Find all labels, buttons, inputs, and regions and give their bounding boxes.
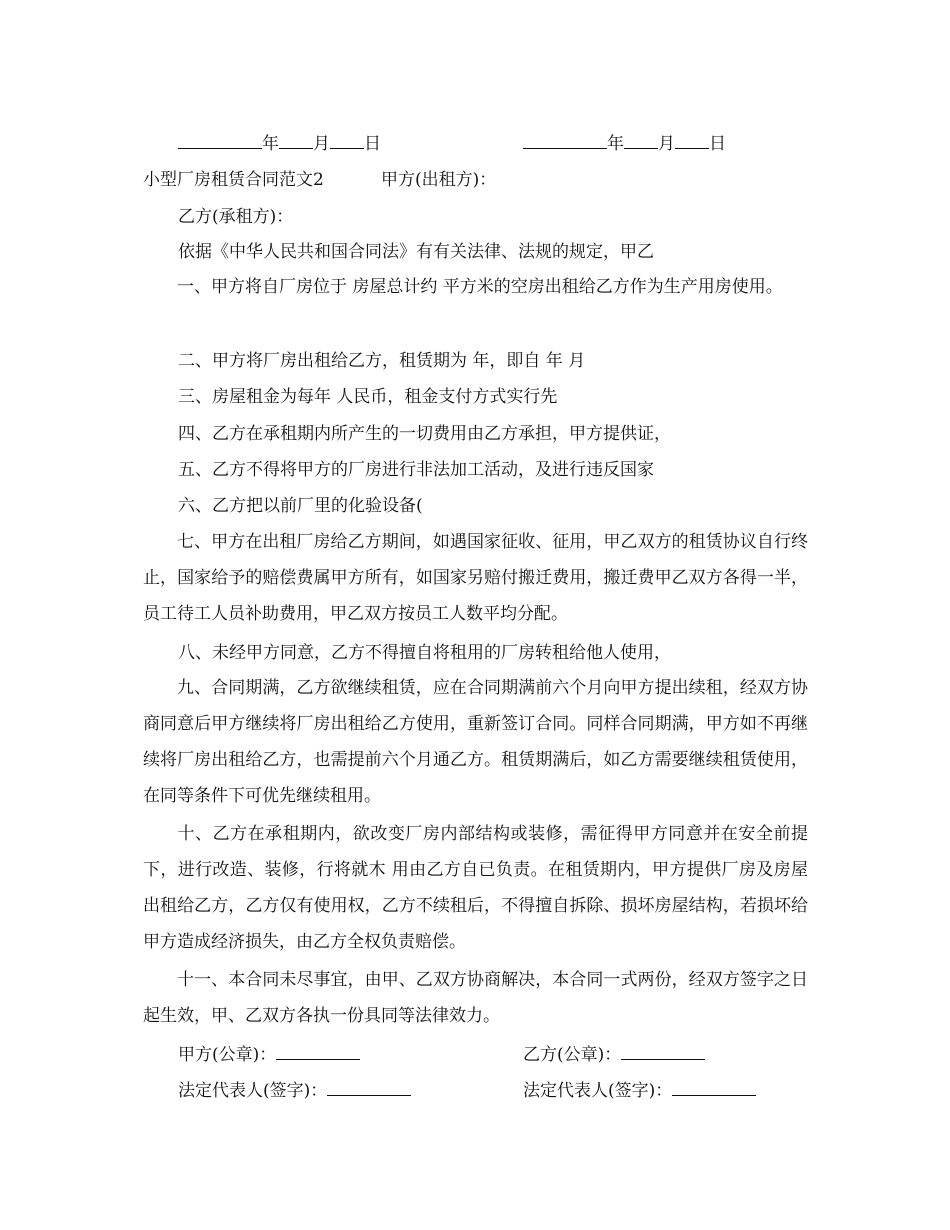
- party-a-seal: [178, 1042, 360, 1066]
- party-b-seal: [523, 1042, 705, 1066]
- clause-1: [143, 269, 808, 305]
- party-b-label: 乙方(承租方)：: [178, 207, 294, 227]
- date-left-month: 月: [313, 134, 330, 154]
- date-right-day: 日: [709, 134, 726, 154]
- clause-10: [143, 816, 808, 960]
- date-right: [523, 131, 726, 155]
- party-a-rep-blank: [327, 1078, 411, 1096]
- clause-6: 六、乙方把以前厂里的化验设备(: [178, 496, 423, 516]
- heading-title: 小型厂房租赁合同范文2: [143, 170, 324, 190]
- clause-4: 四、乙方在承租期内所产生的一切费用由乙方承担，甲方提供证，: [178, 424, 671, 444]
- clause-7-text: 七、甲方在出租厂房给乙方期间，如遇国家征收、征用，甲乙双方的租赁协议自行终止，国家给予的赔偿费属甲方所有，如国家另赔付搬迁费用，搬迁费甲乙双方各得一半，员工待工人员补助费用，甲乙双方按员工人数平均分配。: [143, 532, 808, 624]
- clause-11-text: 十一、本合同未尽事宜，由甲、乙双方协商解决，本合同一式两份，经双方签字之日起生效，甲、乙双方各执一份具同等法律效力。: [143, 970, 808, 1026]
- clause-2: 二、甲方将厂房出租给乙方，租赁期为 年，即自 年 月: [178, 351, 586, 371]
- clause-9: [143, 670, 808, 814]
- intro-text: 依据《中华人民共和国合同法》有有关法律、法规的规定，甲乙: [178, 242, 654, 262]
- date-right-day-blank: [675, 131, 709, 149]
- date-left-day-blank: [330, 131, 364, 149]
- date-right-month: 月: [658, 134, 675, 154]
- date-left-year: 年: [262, 134, 279, 154]
- clause-7: [143, 524, 808, 632]
- date-left: [178, 131, 381, 155]
- party-b-seal-label: 乙方(公章)：: [523, 1045, 622, 1065]
- date-left-day: 日: [364, 134, 381, 154]
- party-a-seal-blank: [276, 1042, 360, 1060]
- clause-9-text: 九、合同期满，乙方欲继续租赁，应在合同期满前六个月向甲方提出续租，经双方协商同意后甲方继续将厂房出租给乙方使用，重新签订合同。同样合同期满，甲方如不再继续将厂房出租给乙方，也需提前六个月通乙方。租赁期满后，如乙方需要继续租赁使用，在同等条件下可优先继续租用。: [143, 678, 808, 806]
- party-b-rep: [523, 1078, 756, 1102]
- clause-11: [143, 962, 808, 1034]
- clause-5: 五、乙方不得将甲方的厂房进行非法加工活动，及进行违反国家: [178, 460, 654, 480]
- party-b-rep-label: 法定代表人(签字)：: [523, 1081, 673, 1101]
- date-left-year-blank: [178, 131, 262, 149]
- clause-8: 八、未经甲方同意，乙方不得擅自将租用的厂房转租给他人使用，: [178, 643, 671, 663]
- party-a-seal-label: 甲方(公章)：: [178, 1045, 277, 1065]
- clause-3: 三、房屋租金为每年 人民币，租金支付方式实行先: [178, 387, 558, 407]
- party-a-rep-label: 法定代表人(签字)：: [178, 1081, 328, 1101]
- date-right-year-blank: [523, 131, 607, 149]
- clause-1-text: 一、甲方将自厂房位于 房屋总计约 平方米的空房出租给乙方作为生产用房使用。: [177, 277, 783, 297]
- party-b-seal-blank: [621, 1042, 705, 1060]
- party-a-rep: [178, 1078, 411, 1102]
- party-a-label: 甲方(出租方)：: [381, 170, 497, 190]
- date-right-month-blank: [624, 131, 658, 149]
- date-left-month-blank: [279, 131, 313, 149]
- clause-10-text: 十、乙方在承租期内，欲改变厂房内部结构或装修，需征得甲方同意并在安全前提下，进行改造、装修，行将就木 用由乙方自已负责。在租赁期内，甲方提供厂房及房屋出租给乙方，乙方仅有使用权，乙方不续租后，不得擅自拆除、损坏房屋结构，若损坏给甲方造成经济损失，由乙方全权负责赔偿。: [143, 824, 808, 952]
- date-right-year: 年: [607, 134, 624, 154]
- party-b-rep-blank: [672, 1078, 756, 1096]
